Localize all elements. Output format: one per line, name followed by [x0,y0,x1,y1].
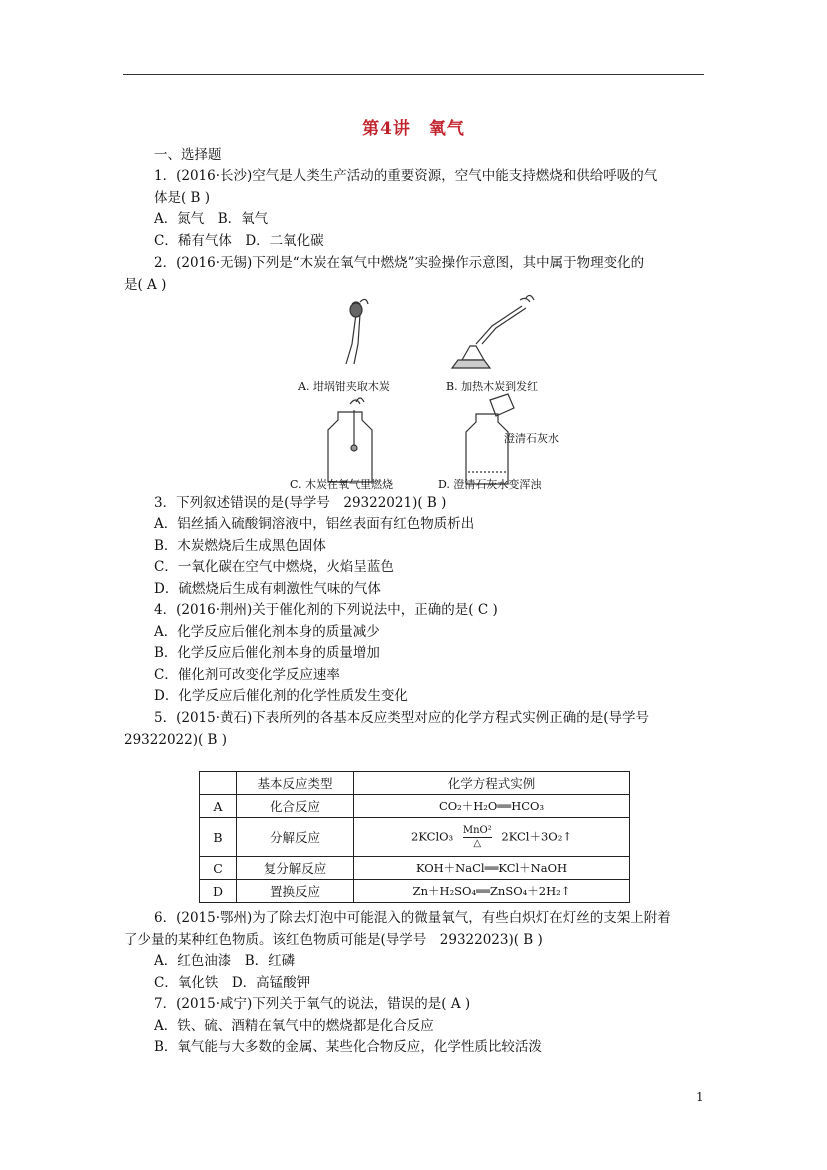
page-title: 第4讲 氧气 [362,119,465,139]
q4-stem: 4．(2016·荆州)关于催化剂的下列说法中，正确的是( C ) [154,602,498,618]
q6-options-2: C．氧化铁 D．高锰酸钾 [154,975,311,991]
q5-stem-2: 29322022)( B ) [124,732,228,748]
q2-stem-1: 2．(2016·无锡)下列是“木炭在氧气中燃烧”实验操作示意图，其中属于物理变化的 [154,255,645,271]
q2-stem-2: 是( A ) [124,277,167,293]
q3-stem: 3．下列叙述错误的是(导学号 29322021)( B ) [154,495,447,511]
q5-stem-1: 5．(2015·黄石)下表所列的各基本反应类型对应的化学方程式实例正确的是(导学号 [154,710,650,726]
q3-option-b: B．木炭燃烧后生成黑色固体 [154,538,326,554]
q6-stem-1: 6．(2015·鄂州)为了除去灯泡中可能混入的微量氧气，有些白炽灯在灯丝的支架上附着 [154,910,671,926]
row-type: 化合反应 [237,795,354,818]
q7-option-b: B．氧气能与大多数的金属、某些化合物反应，化学性质比较活泼 [154,1039,542,1055]
row-equation: CO₂＋H₂O══HCO₃ [354,795,630,818]
row-equation [354,818,630,857]
table-header: 基本反应类型 [237,772,354,795]
eq-right: 2KCl＋3O₂↑ [501,829,572,843]
row-key: C [200,857,237,880]
row-type: 分解反应 [237,818,354,857]
table-row [200,880,630,903]
row-key: D [200,880,237,903]
q3-option-c: C．一氧化碳在空气中燃烧，火焰呈蓝色 [154,559,394,575]
row-type: 复分解反应 [237,857,354,880]
section-heading: 一、选择题 [154,147,222,163]
q7-option-a: A．铁、硫、酒精在氧气中的燃烧都是化合反应 [154,1018,434,1034]
q6-stem-2: 了少量的某种红色物质。该红色物质可能是(导学号 29322023)( B ) [124,932,543,948]
q6-options-1: A．红色油漆 B．红磷 [154,953,296,969]
row-equation: KOH＋NaCl══KCl＋NaOH [354,857,630,880]
page-number: 1 [696,1090,704,1104]
reaction-table [199,771,630,903]
q4-option-a: A．化学反应后催化剂本身的质量减少 [154,624,380,640]
caption-b: B. 加热木炭到发红 [446,380,539,393]
q1-stem-1: 1．(2016·长沙)空气是人类生产活动的重要资源，空气中能支持燃烧和供给呼吸的气 [154,168,658,184]
q1-options-1: A．氮气 B．氧气 [154,211,269,227]
q1-stem-2: 体是( B ) [154,190,211,206]
table-row [200,795,630,818]
row-equation: Zn＋H₂SO₄══ZnSO₄＋2H₂↑ [354,880,630,903]
table-header [200,772,237,795]
row-key: A [200,795,237,818]
q3-option-d: D．硫燃烧后生成有刺激性气味的气体 [154,581,381,597]
q4-option-b: B．化学反应后催化剂本身的质量增加 [154,645,380,661]
table-header: 化学方程式实例 [354,772,630,795]
table-row [200,857,630,880]
caption-a: A. 坩埚钳夹取木炭 [298,380,390,393]
q7-stem: 7．(2015·咸宁)下列关于氧气的说法，错误的是( A ) [154,996,471,1012]
eq-catalyst: MnO² [462,824,492,836]
eq-condition [463,825,492,850]
row-key: B [200,818,237,857]
caption-c: C. 木炭在氧气里燃烧 [290,478,394,491]
q1-options-2: C．稀有气体 D．二氧化碳 [154,233,324,249]
experiment-figure [290,292,580,492]
label-limewater: 澄清石灰水 [504,432,559,445]
table-row [200,818,630,857]
q3-option-a: A．铝丝插入硫酸铜溶液中，铝丝表面有红色物质析出 [154,516,475,532]
caption-d: D. 澄清石灰水变浑浊 [438,478,542,491]
q4-option-c: C．催化剂可改变化学反应速率 [154,667,340,683]
table-header-row [200,772,630,795]
eq-left: 2KClO₃ [411,829,454,843]
row-type: 置换反应 [237,880,354,903]
header-rule [123,74,704,75]
eq-heat: △ [473,837,482,849]
q4-option-d: D．化学反应后催化剂的化学性质发生变化 [154,688,408,704]
